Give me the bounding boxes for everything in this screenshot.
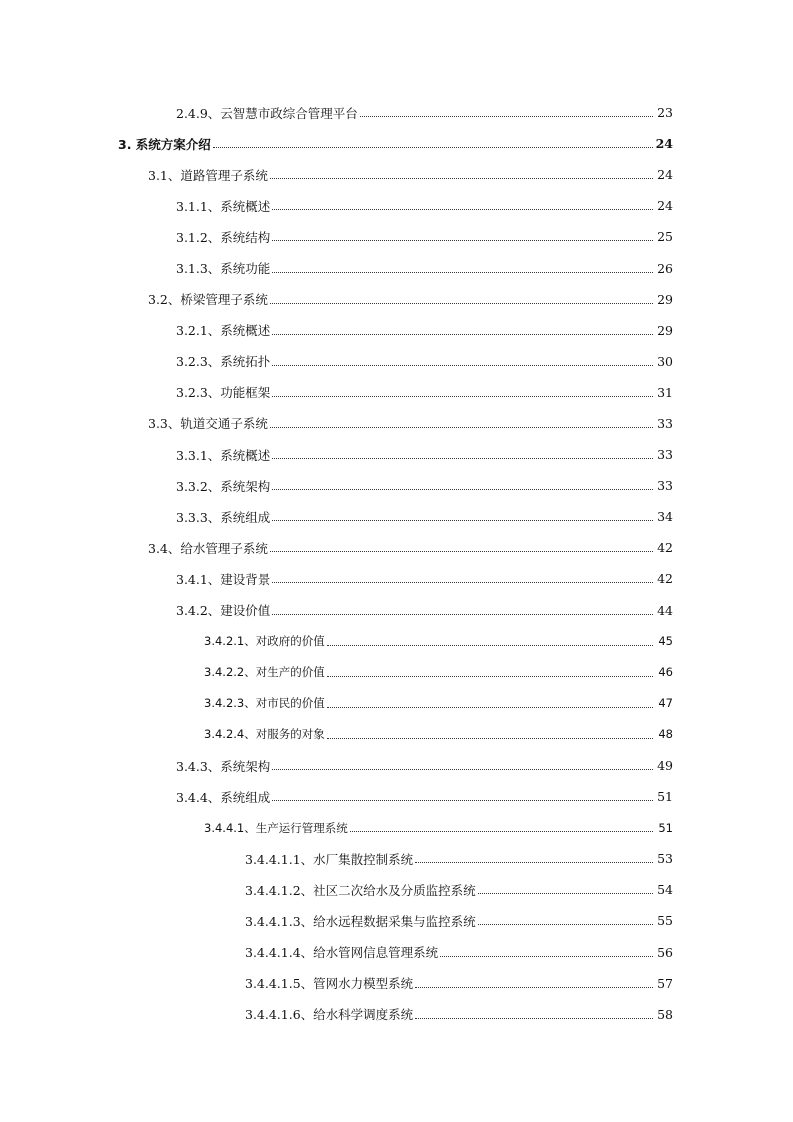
toc-page-number: 54 (657, 882, 673, 898)
toc-entry-title: 3.1.1、系统概述 (176, 198, 271, 214)
toc-entry[interactable] (0, 595, 793, 626)
toc-page-number: 46 (658, 665, 673, 680)
toc-entry[interactable] (0, 439, 793, 470)
toc-dot-leader (327, 707, 653, 708)
toc-page-number: 33 (657, 478, 673, 494)
toc-entry[interactable] (0, 688, 793, 719)
toc-page-number: 33 (657, 415, 673, 431)
toc-entry[interactable] (0, 284, 793, 315)
toc-entry[interactable] (0, 874, 793, 905)
table-of-contents (0, 97, 793, 1030)
toc-page-number: 57 (657, 975, 673, 991)
toc-entry-title: 3.4.1、建设背景 (176, 571, 271, 587)
toc-dot-leader (272, 800, 653, 801)
toc-entry-title: 3.3.3、系统组成 (176, 509, 271, 525)
toc-entry-title: 3.2.3、系统拓扑 (176, 354, 271, 370)
toc-page-number: 56 (657, 944, 673, 960)
toc-entry[interactable] (0, 937, 793, 968)
toc-entry[interactable] (0, 626, 793, 657)
toc-page-number: 45 (658, 634, 673, 649)
toc-dot-leader (213, 147, 653, 148)
toc-entry[interactable] (0, 999, 793, 1030)
toc-page-number: 55 (657, 913, 673, 929)
toc-entry[interactable] (0, 470, 793, 501)
toc-entry[interactable] (0, 346, 793, 377)
toc-entry-title: 3.4.2、建设价值 (176, 603, 271, 619)
toc-dot-leader (327, 676, 653, 677)
toc-entry[interactable] (0, 905, 793, 936)
toc-entry-title: 3.3、轨道交通子系统 (148, 416, 268, 432)
toc-entry-title: 3. 系统方案介绍 (118, 136, 211, 152)
toc-entry[interactable] (0, 750, 793, 781)
toc-entry[interactable] (0, 377, 793, 408)
toc-page-number: 51 (658, 820, 673, 835)
toc-entry-title: 3.4、给水管理子系统 (148, 540, 268, 556)
toc-entry-title: 3.4.2.2、对生产的价值 (204, 665, 325, 680)
toc-dot-leader (270, 303, 653, 304)
toc-entry-title: 2.4.9、云智慧市政综合管理平台 (176, 105, 358, 121)
toc-page-number: 30 (657, 353, 673, 369)
toc-entry[interactable] (0, 532, 793, 563)
toc-entry-title: 3.1.2、系统结构 (176, 229, 271, 245)
toc-entry[interactable] (0, 315, 793, 346)
toc-entry-title: 3.4.4、系统组成 (176, 789, 271, 805)
toc-page-number: 42 (657, 540, 673, 556)
toc-page-number: 48 (658, 727, 673, 742)
toc-entry-title: 3.3.2、系统架构 (176, 478, 271, 494)
toc-entry-title: 3.4.4.1、生产运行管理系统 (204, 820, 348, 835)
toc-entry[interactable] (0, 563, 793, 594)
toc-dot-leader (270, 178, 653, 179)
toc-entry-title: 3.1.3、系统功能 (176, 261, 271, 277)
toc-page-number: 34 (657, 509, 673, 525)
toc-page-number: 49 (657, 758, 673, 774)
toc-entry[interactable] (0, 128, 793, 159)
toc-dot-leader (272, 396, 653, 397)
toc-entry[interactable] (0, 781, 793, 812)
toc-entry-title: 3.3.1、系统概述 (176, 447, 271, 463)
toc-page-number: 25 (657, 229, 673, 245)
toc-dot-leader (360, 116, 653, 117)
toc-dot-leader (270, 427, 653, 428)
toc-dot-leader (415, 862, 653, 863)
toc-page-number: 29 (657, 322, 673, 338)
toc-entry[interactable] (0, 843, 793, 874)
toc-page-number: 42 (657, 571, 673, 587)
toc-entry-title: 3.4.3、系统架构 (176, 758, 271, 774)
toc-dot-leader (415, 987, 653, 988)
toc-entry-title: 3.4.4.1.1、水厂集散控制系统 (245, 851, 414, 867)
toc-page-number: 24 (657, 167, 673, 183)
toc-page-number: 58 (657, 1006, 673, 1022)
toc-dot-leader (440, 956, 653, 957)
toc-dot-leader (272, 520, 653, 521)
toc-dot-leader (272, 582, 653, 583)
toc-entry-title: 3.2、桥梁管理子系统 (148, 292, 268, 308)
toc-entry[interactable] (0, 501, 793, 532)
toc-entry-title: 3.4.2.4、对服务的对象 (204, 727, 325, 742)
toc-entry-title: 3.4.4.1.6、给水科学调度系统 (245, 1007, 414, 1023)
toc-page-number: 23 (657, 105, 673, 121)
toc-entry[interactable] (0, 812, 793, 843)
toc-entry-title: 3.4.2.1、对政府的价值 (204, 634, 325, 649)
toc-entry-title: 3.1、道路管理子系统 (148, 167, 268, 183)
toc-entry-title: 3.4.2.3、对市民的价值 (204, 696, 325, 711)
toc-dot-leader (272, 334, 653, 335)
toc-page-number: 31 (657, 384, 673, 400)
toc-dot-leader (272, 614, 653, 615)
toc-entry[interactable] (0, 408, 793, 439)
toc-entry-title: 3.4.4.1.2、社区二次给水及分质监控系统 (245, 882, 476, 898)
toc-dot-leader (415, 1018, 653, 1019)
toc-entry[interactable] (0, 97, 793, 128)
toc-page-number: 51 (657, 789, 673, 805)
toc-entry-title: 3.2.1、系统概述 (176, 323, 271, 339)
toc-dot-leader (272, 209, 653, 210)
toc-dot-leader (478, 924, 653, 925)
toc-page-number: 47 (658, 696, 673, 711)
toc-page-number: 33 (657, 447, 673, 463)
toc-entry-title: 3.4.4.1.3、给水远程数据采集与监控系统 (245, 913, 476, 929)
toc-page-number: 44 (657, 602, 673, 618)
toc-page-number: 29 (657, 291, 673, 307)
toc-dot-leader (478, 893, 653, 894)
toc-dot-leader (327, 645, 653, 646)
toc-entry-title: 3.4.4.1.5、管网水力模型系统 (245, 976, 414, 992)
toc-entry[interactable] (0, 968, 793, 999)
toc-dot-leader (270, 551, 653, 552)
toc-dot-leader (272, 365, 653, 366)
toc-entry-title: 3.2.3、功能框架 (176, 385, 271, 401)
toc-dot-leader (327, 738, 653, 739)
toc-page-number: 24 (657, 198, 673, 214)
toc-dot-leader (350, 831, 653, 832)
toc-dot-leader (272, 458, 653, 459)
toc-entry[interactable] (0, 719, 793, 750)
toc-page-number: 53 (657, 851, 673, 867)
toc-dot-leader (272, 489, 653, 490)
toc-page-number: 26 (657, 260, 673, 276)
toc-page-number: 24 (655, 136, 673, 152)
toc-dot-leader (272, 769, 653, 770)
toc-entry[interactable] (0, 252, 793, 283)
toc-entry[interactable] (0, 159, 793, 190)
toc-entry[interactable] (0, 190, 793, 221)
toc-entry[interactable] (0, 221, 793, 252)
toc-entry-title: 3.4.4.1.4、给水管网信息管理系统 (245, 945, 439, 961)
toc-entry[interactable] (0, 657, 793, 688)
toc-dot-leader (272, 240, 653, 241)
toc-dot-leader (272, 272, 653, 273)
